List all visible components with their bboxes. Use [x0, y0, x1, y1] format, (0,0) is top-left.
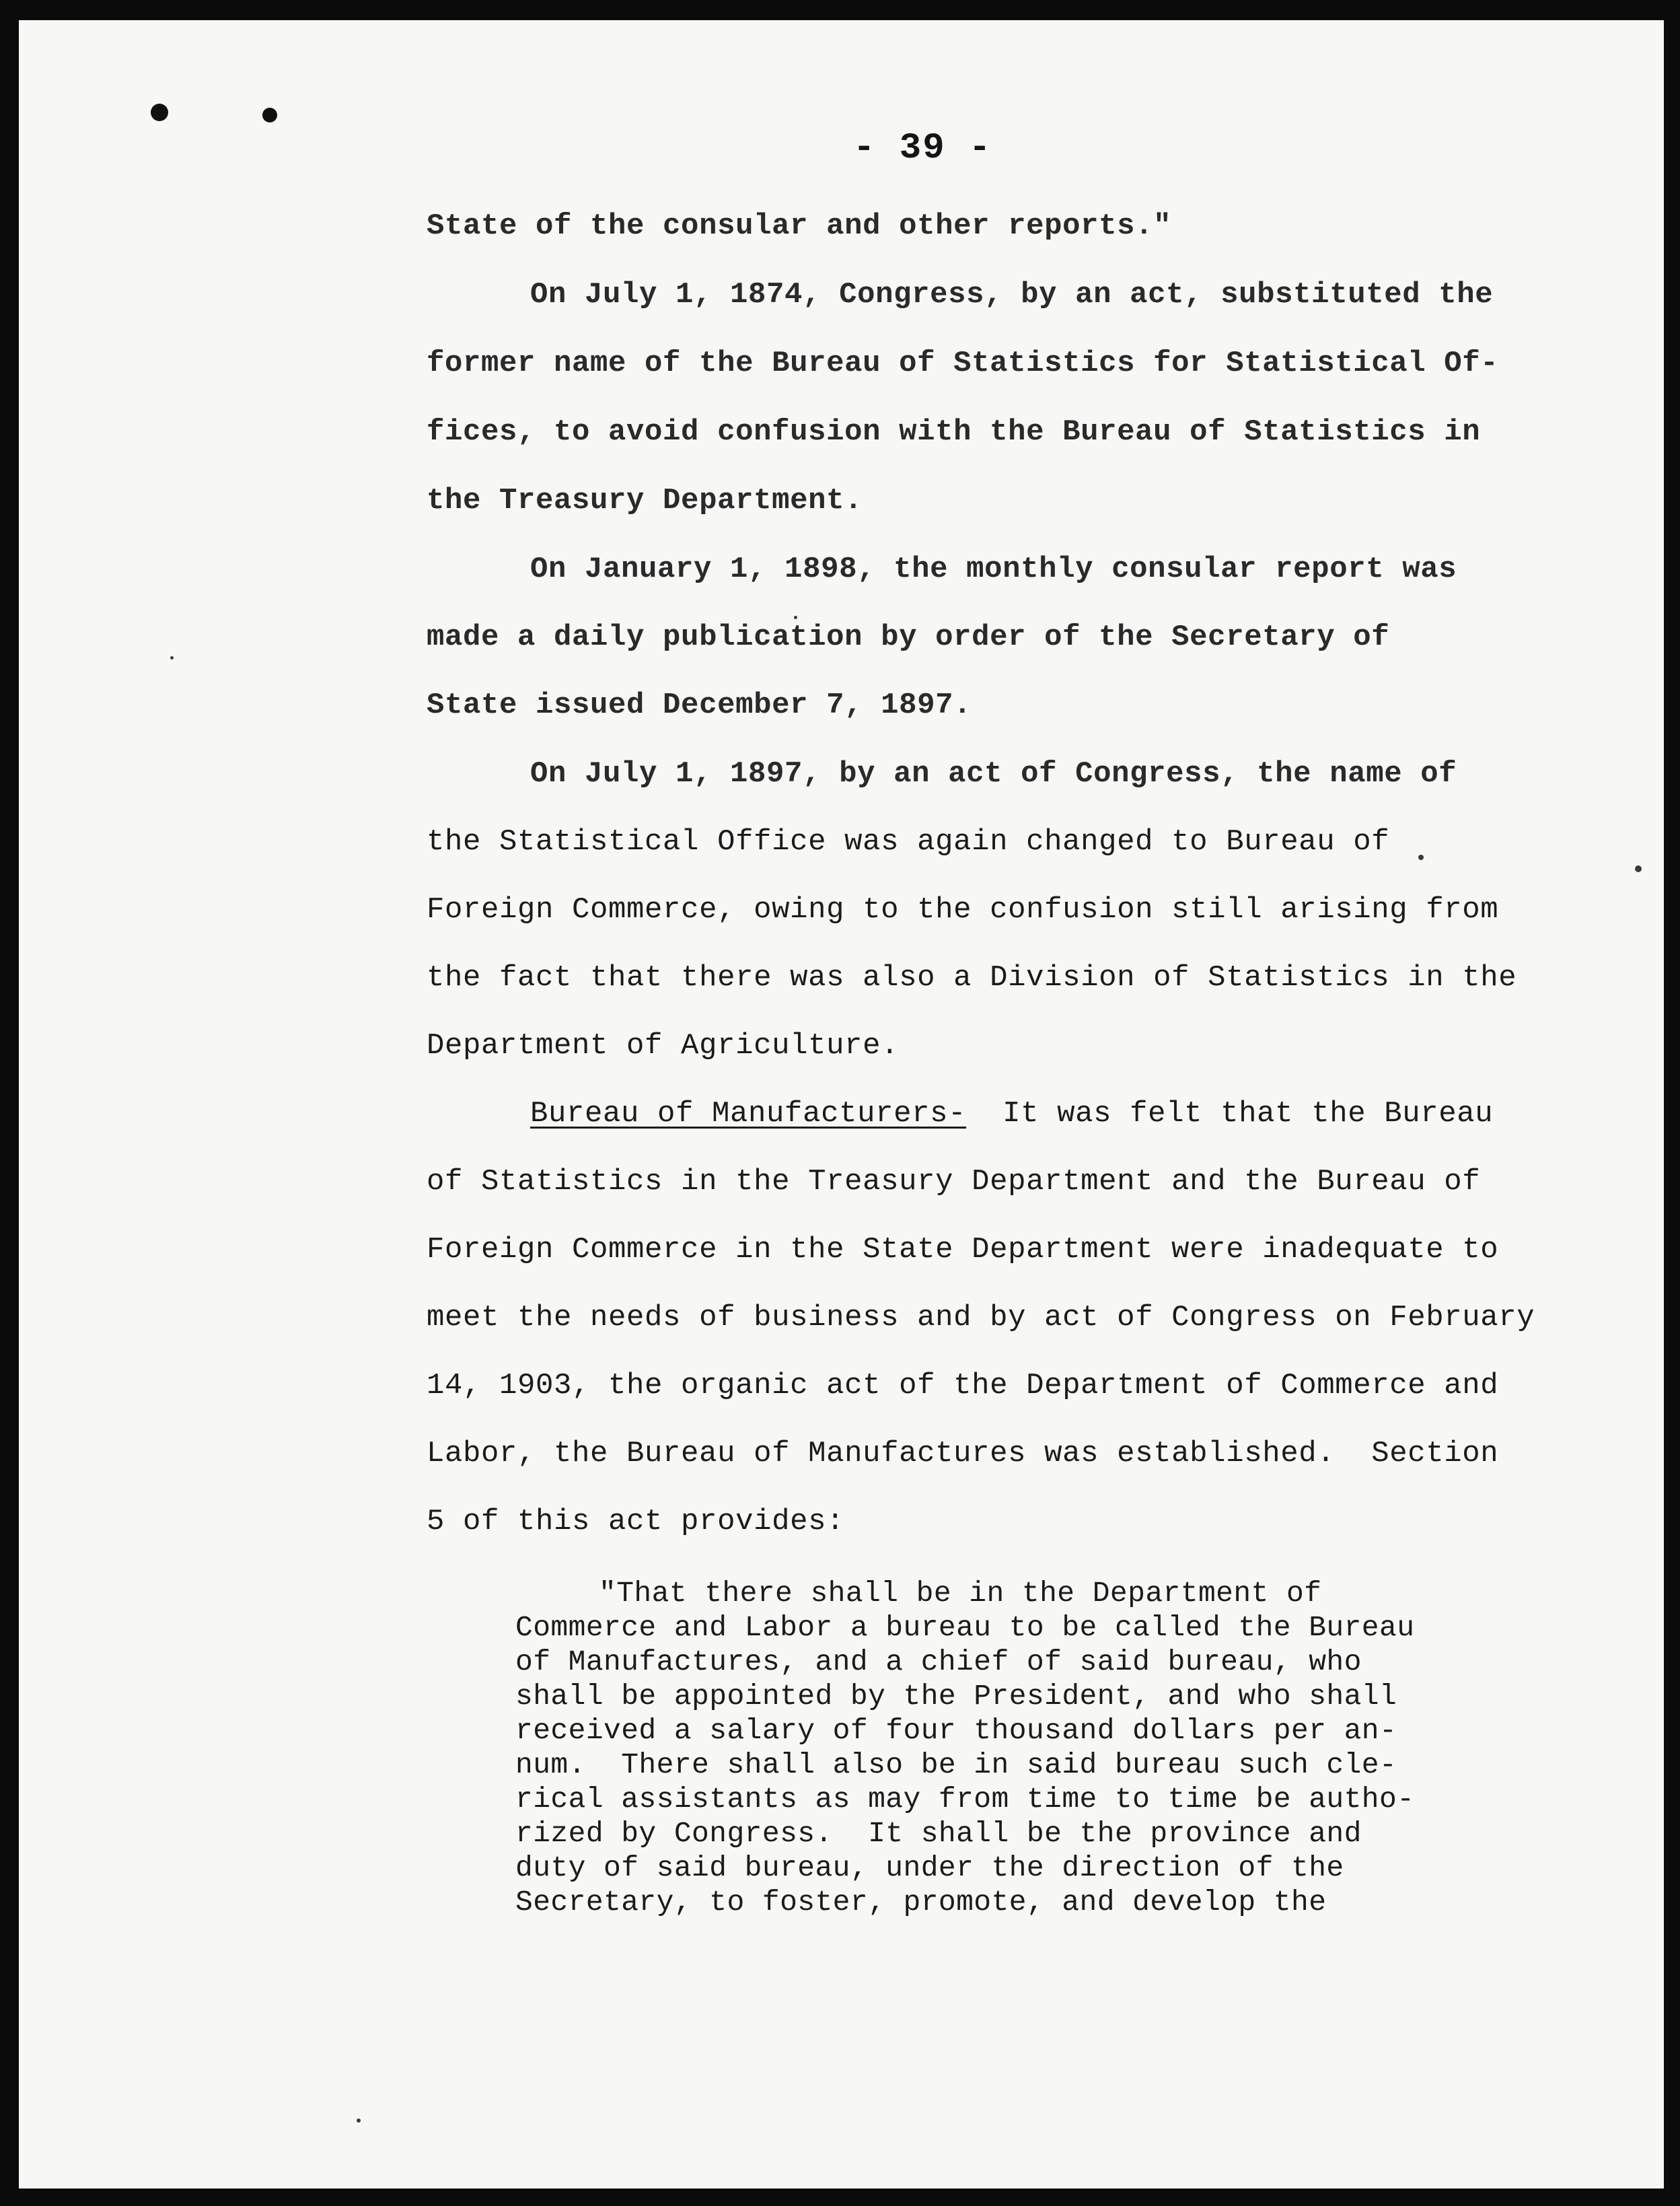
document-page [19, 20, 1664, 2189]
quote-text-line: rical assistants as may from time to time be autho- [515, 1783, 1415, 1816]
body-text-line: the fact that there was also a Division of Statistics in the [427, 961, 1517, 995]
body-text-line: Foreign Commerce in the State Department were inadequate to [427, 1233, 1499, 1267]
scan-speck [1635, 865, 1642, 872]
quote-text-line: "That there shall be in the Department of [599, 1577, 1322, 1610]
body-text-line: Department of Agriculture. [427, 1029, 900, 1063]
body-text-line: On January 1, 1898, the monthly consular report was [530, 553, 1457, 586]
body-text-line: State of the consular and other reports." [427, 209, 1172, 243]
scan-speck [1418, 855, 1424, 860]
page-number: - 39 - [853, 128, 992, 169]
body-text-line: 5 of this act provides: [427, 1505, 845, 1538]
scan-speck [794, 616, 797, 619]
body-text-line: State issued December 7, 1897. [427, 688, 972, 722]
body-text-line: the Treasury Department. [427, 484, 863, 518]
body-text-line: fices, to avoid confusion with the Bureau of Statistics in [427, 415, 1481, 449]
body-text-line: Foreign Commerce, owing to the confusion still arising from [427, 893, 1499, 927]
body-text-line: Labor, the Bureau of Manufactures was established. Section [427, 1437, 1499, 1470]
quote-text-line: received a salary of four thousand dollars per an- [515, 1714, 1397, 1747]
body-text-line: made a daily publication by order of the Secretary of [427, 620, 1390, 654]
quote-text-line: duty of said bureau, under the direction of the [515, 1851, 1344, 1884]
body-text-span: It was felt that the Bureau [966, 1097, 1494, 1131]
punch-hole-mark-right [262, 108, 277, 122]
quote-text-line: Commerce and Labor a bureau to be called the Bureau [515, 1611, 1415, 1644]
quote-text-line: rized by Congress. It shall be the province and [515, 1817, 1362, 1850]
quote-text-line: Secretary, to foster, promote, and develop the [515, 1886, 1327, 1919]
body-text-line: On July 1, 1874, Congress, by an act, substituted the [530, 278, 1494, 312]
body-text-line: of Statistics in the Treasury Department and the Bureau of [427, 1165, 1481, 1199]
scan-speck [170, 656, 174, 660]
scan-speck [357, 2119, 361, 2123]
body-text-line: meet the needs of business and by act of Congress on February [427, 1301, 1535, 1335]
body-text-line: On July 1, 1897, by an act of Congress, the name of [530, 757, 1457, 791]
punch-hole-mark-left [151, 104, 168, 121]
section-heading-line [530, 1099, 1493, 1129]
section-heading: Bureau of Manufacturers- [530, 1097, 967, 1131]
body-text-line: former name of the Bureau of Statistics for Statistical Of- [427, 347, 1499, 380]
quote-text-line: num. There shall also be in said bureau such cle- [515, 1748, 1397, 1781]
quote-text-line: shall be appointed by the President, and who shall [515, 1680, 1397, 1713]
body-text-line: 14, 1903, the organic act of the Department of Commerce and [427, 1369, 1499, 1402]
quote-text-line: of Manufactures, and a chief of said bureau, who [515, 1645, 1362, 1678]
body-text-line: the Statistical Office was again changed to Bureau of [427, 825, 1390, 859]
